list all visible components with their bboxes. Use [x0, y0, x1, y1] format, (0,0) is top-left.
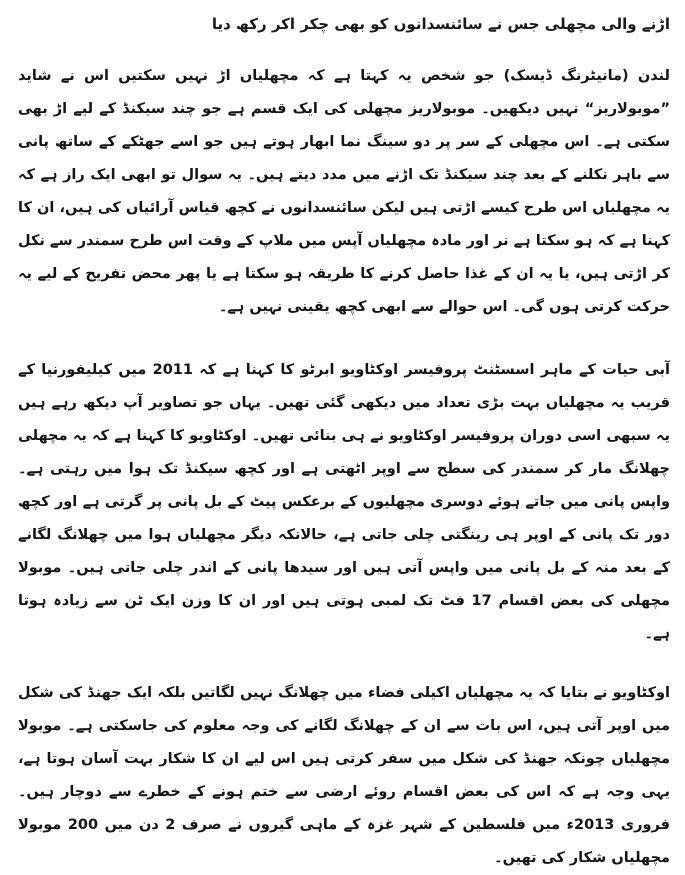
- article: [18, 0, 671, 866]
- article-headline: اڑنے والی مچھلی جس نے سائنسدانوں کو بھی چکر اکر رکھ دیا: [211, 15, 670, 33]
- article-paragraph-2: آبی حیات کے ماہر اسسٹنٹ پروفیسر اوکٹاویو ابرٹو کا کہنا ہے کہ 2011 میں کیلیفورنیا کے قریب یہ مچھلیاں بہت بڑی تعداد میں دیکھی گئی تھیں۔ یہاں جو تصاویر آپ دیکھ رہے ہیں یہ سبھی اسی دوران پروفیسر اوکٹاویو نے ہی بنائی تھیں۔ اوکٹاویو کا کہنا ہے کہ یہ مچھلی چھلانگ مار کر سمندر کی سطح سے اوپر اٹھتی ہے اور کچھ سیکنڈ تک ہوا میں رہتی ہے۔ واپس پانی میں جاتے ہوئے دوسری مچھلیوں کے برعکس پیٹ کے بل پانی پر گرتی ہے اور کچھ دور تک پانی کے اوپر ہی رینگتی چلی جاتی ہے، حالانکہ دیگر مچھلیاں ہوا میں چھلانگ لگانے کے بعد منہ کے بل پانی میں واپس آتی ہیں اور سیدھا پانی کے اندر چلی جاتی ہیں۔ موبولا مچھلی کی بعض اقسام 17 فٹ تک لمبی ہوتی ہیں اور ان کا وزن ایک ٹن سے زیادہ ہوتا ہے۔: [18, 362, 671, 642]
- article-paragraph-1: لندن (مانیٹرنگ ڈیسک) جو شخص یہ کہتا ہے کہ مچھلیاں اڑ نہیں سکتیں اس نے شاید ”موبولاریز“ نہیں دیکھیں۔ موبولاریز مچھلی کی ایک قسم ہے جو چند سیکنڈ کے لیے اڑ بھی سکتی ہے۔ اس مچھلی کے سر پر دو سینگ نما ابھار ہوتے ہیں جو اسے جھٹکے کے ساتھ پانی سے باہر نکلنے کے بعد چند سیکنڈ تک اڑنے میں مدد دیتے ہیں۔ یہ سوال تو ابھی ایک راز ہے کہ یہ مچھلیاں اس طرح کیسے اڑتی ہیں لیکن سائنسدانوں نے کچھ قیاس آرائیاں کی ہیں، ان کا کہنا ہے کہ ہو سکتا ہے نر اور مادہ مچھلیاں آپس میں ملاپ کے وقت اس طرح سمندر سے نکل کر اڑتی ہیں، یا یہ ان کے غذا حاصل کرنے کا طریقہ ہو سکتا ہے یا پھر محض تفریح کے لیے یہ حرکت کرتی ہوں گی۔ اس حوالے سے ابھی کچھ یقینی نہیں ہے۔: [18, 68, 670, 315]
- article-paragraph-3: اوکٹاویو نے بتایا کہ یہ مچھلیاں اکیلی فضاء میں چھلانگ نہیں لگاتیں بلکہ ایک جھنڈ کی شکل میں اوپر آتی ہیں، اس بات سے ان کے چھلانگ لگانے کی وجہ معلوم کی جاسکتی ہے۔ موبولا مچھلیاں چونکہ جھنڈ کی شکل میں سفر کرتی ہیں اس لیے ان کا شکار بہت آسان ہوتا ہے، یہی وجہ ہے کہ اس کی بعض اقسام روئے ارضی سے ختم ہونے کے خطرے سے دوچار ہیں۔ فروری 2013ء میں فلسطین کے شہر غزہ کے ماہی گیروں نے صرف 2 دن میں 200 موبولا مچھلیاں شکار کی تھیں۔: [18, 685, 670, 866]
